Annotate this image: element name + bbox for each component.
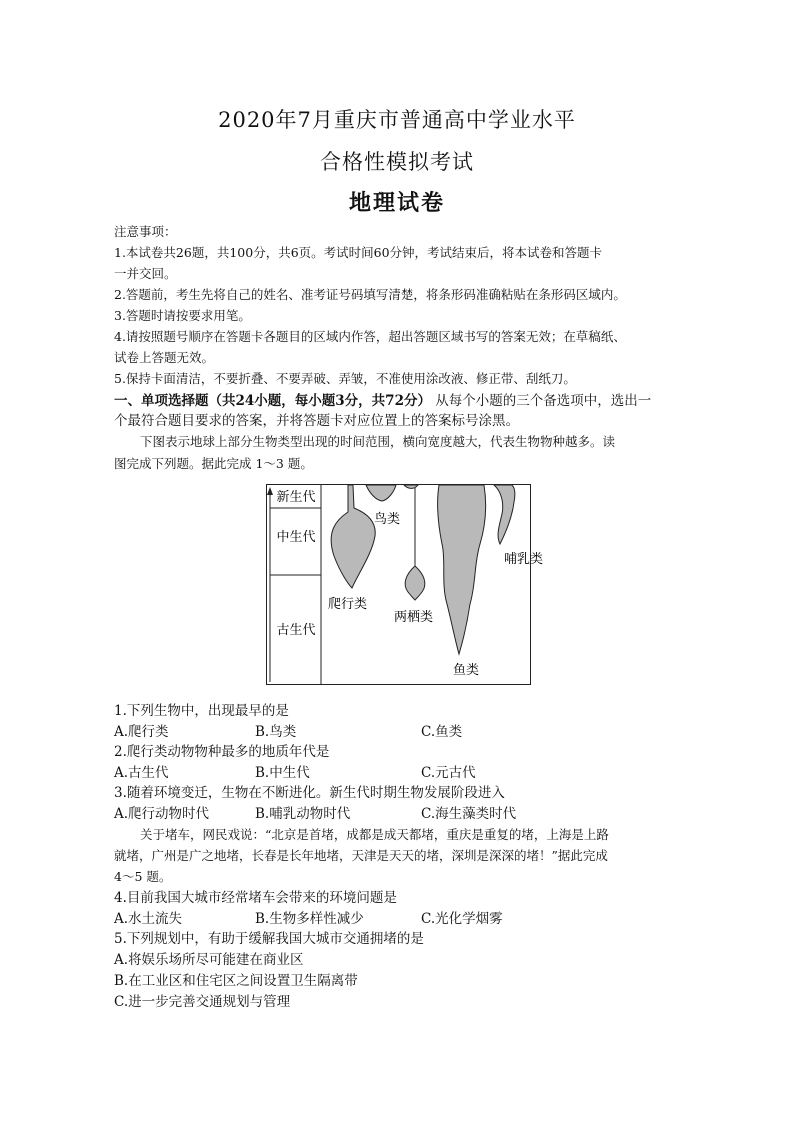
question-1-stem: 1.下列生物中，出现最早的是 bbox=[114, 703, 289, 719]
question-5-option-a[interactable]: A.将娱乐场所尽可能建在商业区 bbox=[114, 952, 304, 968]
question-4-option-c[interactable]: C.光化学烟雾 bbox=[421, 911, 503, 927]
notice-item-3: 3.答题时请按要求用笔。 bbox=[114, 308, 251, 323]
question-3-option-a[interactable]: A.爬行动物时代 bbox=[114, 806, 210, 822]
question-5-option-c[interactable]: C.进一步完善交通规划与管理 bbox=[114, 994, 291, 1010]
notice-item-4: 4.请按照题号顺序在答题卡各题目的区域内作答，超出答题区域书写的答案无效；在草稿纸、 bbox=[114, 329, 626, 344]
question-4-option-b[interactable]: B.生物多样性减少 bbox=[255, 911, 364, 927]
question-1-option-a[interactable]: A.爬行类 bbox=[114, 724, 169, 740]
figure-intro-line1: 下图表示地球上部分生物类型出现的时间范围，横向宽度越大，代表生物物种越多。读 bbox=[140, 434, 616, 449]
question-4-stem: 4.目前我国大城市经常堵车会带来的环境问题是 bbox=[114, 890, 397, 906]
section-heading-rest: 从每个小题的三个备选项中，选出一 bbox=[435, 393, 652, 409]
evolution-figure bbox=[266, 484, 544, 686]
label-birds: 鸟类 bbox=[374, 512, 401, 527]
question-1-option-b[interactable]: B.鸟类 bbox=[255, 724, 297, 740]
passage-2-line2: 就堵，广州是广之地堵，长春是长年地堵，天津是天天的堵，深圳是深深的堵！”据此完成 bbox=[114, 848, 608, 863]
section-heading bbox=[114, 393, 694, 409]
era-label-paleozoic: 古生代 bbox=[276, 623, 316, 638]
section-heading-line2: 个最符合题目要求的答案，并将答题卡对应位置上的答案标号涂黑。 bbox=[114, 413, 519, 429]
question-5-option-b[interactable]: B.在工业区和住宅区之间设置卫生隔离带 bbox=[114, 973, 358, 989]
section-heading-bold: 一、单项选择题（共24小题，每小题3分，共72分） bbox=[114, 393, 431, 409]
era-label-mesozoic: 中生代 bbox=[276, 530, 316, 545]
notice-item-1: 1.本试卷共26题，共100分，共6页。考试时间60分钟，考试结束后，将本试卷和答题卡 bbox=[114, 245, 603, 260]
era-label-cenozoic: 新生代 bbox=[276, 490, 316, 505]
question-4-option-a[interactable]: A.水土流失 bbox=[114, 911, 183, 927]
question-2-option-c[interactable]: C.元古代 bbox=[421, 765, 476, 781]
label-reptiles: 爬行类 bbox=[328, 597, 368, 612]
notice-item-2: 2.答题前，考生先将自己的姓名、准考证号码填写清楚，将条形码准确粘贴在条形码区域内。 bbox=[114, 287, 626, 302]
question-2-stem: 2.爬行类动物物种最多的地质年代是 bbox=[114, 744, 330, 760]
notice-item-1-continued: 一并交回。 bbox=[114, 266, 177, 281]
passage-2-line1: 关于堵车，网民戏说：“北京是首堵，成都是成天都堵，重庆是重复的堵，上海是上路 bbox=[140, 827, 609, 842]
label-mammals: 哺乳类 bbox=[504, 552, 544, 567]
notice-heading: 注意事项： bbox=[114, 224, 177, 239]
notice-item-5: 5.保持卡面清洁，不要折叠、不要弄破、弄皱，不准使用涂改液、修正带、刮纸刀。 bbox=[114, 371, 576, 386]
question-1-option-c[interactable]: C.鱼类 bbox=[421, 724, 463, 740]
question-3-option-c[interactable]: C.海生藻类时代 bbox=[421, 806, 517, 822]
exam-title-line1: 2020年7月重庆市普通高中学业水平 bbox=[218, 108, 576, 132]
label-amphibians: 两栖类 bbox=[394, 610, 434, 625]
exam-subject-title: 地理试卷 bbox=[348, 190, 445, 216]
question-2-option-a[interactable]: A.古生代 bbox=[114, 765, 169, 781]
passage-2-line3: 4～5 题。 bbox=[114, 869, 172, 884]
exam-title-line2: 合格性模拟考试 bbox=[320, 150, 474, 174]
notice-item-4-continued: 试卷上答题无效。 bbox=[114, 350, 215, 365]
question-3-option-b[interactable]: B.哺乳动物时代 bbox=[255, 806, 351, 822]
question-2-option-b[interactable]: B.中生代 bbox=[255, 765, 310, 781]
label-fish: 鱼类 bbox=[453, 663, 480, 678]
question-3-stem: 3.随着环境变迁，生物在不断进化。新生代时期生物发展阶段进入 bbox=[114, 785, 505, 801]
question-5-stem: 5.下列规划中，有助于缓解我国大城市交通拥堵的是 bbox=[114, 931, 424, 947]
figure-intro-line2: 图完成下列题。据此完成 1～3 题。 bbox=[114, 456, 313, 471]
